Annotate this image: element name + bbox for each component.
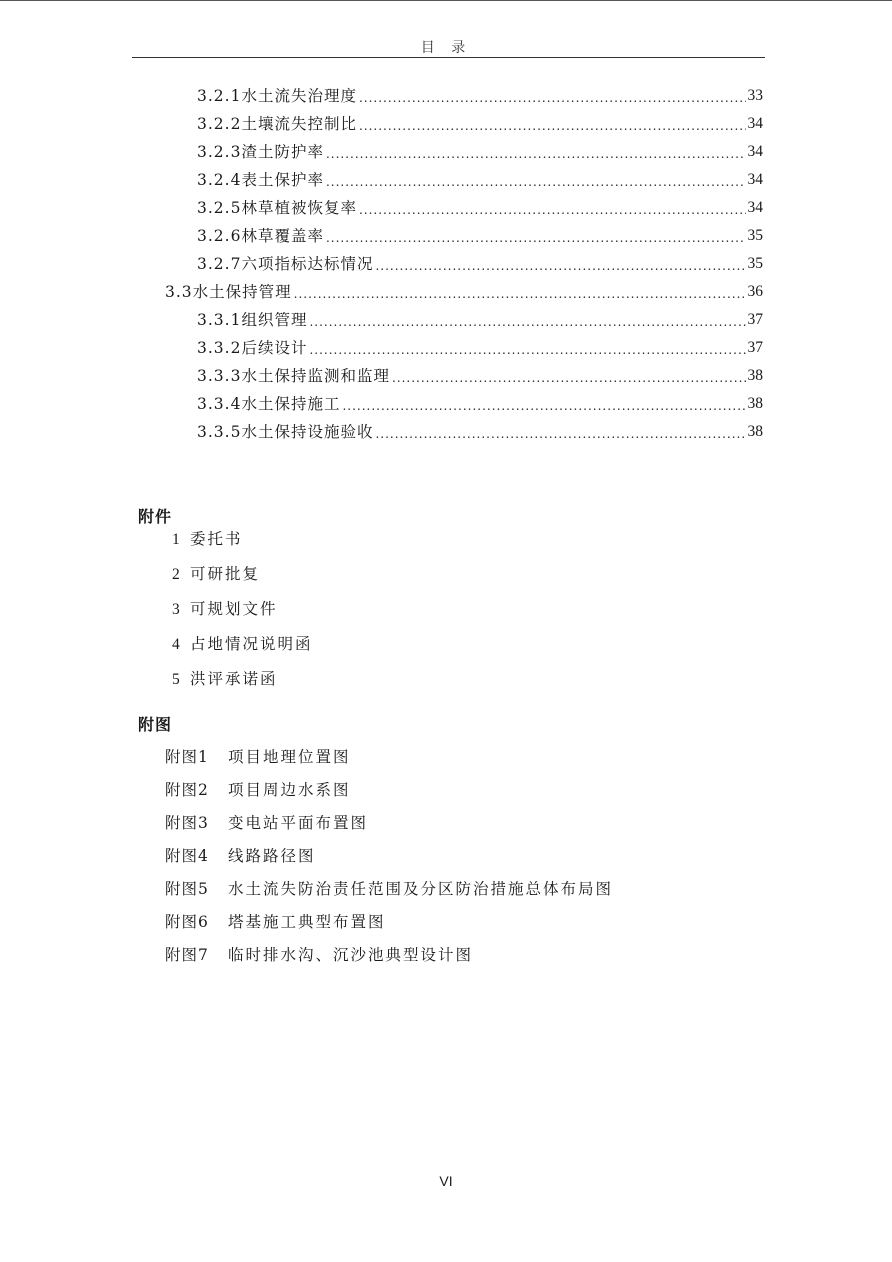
attachment-title: 可规划文件 <box>190 600 278 618</box>
toc-dot-leader <box>375 254 745 278</box>
toc-entry-page: 35 <box>747 227 763 244</box>
toc-entry-label: 3.3.5水土保持设施验收 <box>197 423 374 441</box>
attachment-title: 委托书 <box>190 530 243 548</box>
toc-dot-leader <box>326 170 746 194</box>
toc-entry[interactable] <box>197 110 763 138</box>
toc-entry[interactable] <box>165 278 763 306</box>
toc-entry-label: 3.2.1水土流失治理度 <box>197 87 357 105</box>
figure-title: 项目地理位置图 <box>228 748 351 766</box>
toc-entry[interactable] <box>197 138 763 166</box>
toc-entry-label: 3.3.4水土保持施工 <box>197 395 341 413</box>
toc-dot-leader <box>326 226 746 250</box>
figure-title: 线路路径图 <box>228 847 316 865</box>
page-number: VI <box>439 1173 453 1189</box>
attachment-item <box>172 562 260 584</box>
toc-entry-page: 36 <box>747 283 763 300</box>
figure-code: 附图6 <box>165 913 209 931</box>
toc-entry[interactable] <box>197 390 763 418</box>
figure-code: 附图5 <box>165 880 209 898</box>
page-top-border <box>0 0 892 1</box>
attachment-title: 占地情况说明函 <box>190 635 313 653</box>
attachment-title: 可研批复 <box>190 565 261 583</box>
figure-code: 附图1 <box>165 748 209 766</box>
toc-entry[interactable] <box>197 222 763 250</box>
toc-entry-label: 3.3.2后续设计 <box>197 339 308 357</box>
toc-entry-label: 3.3水土保持管理 <box>165 283 292 301</box>
toc-entry-page: 34 <box>747 143 763 160</box>
toc-entry[interactable] <box>197 194 763 222</box>
attachment-number: 3 <box>172 601 182 618</box>
toc-entry-page: 38 <box>747 367 763 384</box>
figure-item <box>165 910 386 932</box>
figure-title: 变电站平面布置图 <box>228 814 369 832</box>
figure-item <box>165 811 368 833</box>
toc-entry-page: 34 <box>747 199 763 216</box>
toc-entry-page: 34 <box>747 171 763 188</box>
figure-item <box>165 943 473 965</box>
toc-dot-leader <box>375 422 745 446</box>
figure-code: 附图3 <box>165 814 209 832</box>
attachment-number: 2 <box>172 566 182 583</box>
toc-entry-page: 37 <box>747 339 763 356</box>
figure-item <box>165 745 351 767</box>
toc-entry-label: 3.2.5林草植被恢复率 <box>197 199 357 217</box>
figure-code: 附图2 <box>165 781 209 799</box>
toc-entry-label: 3.2.7六项指标达标情况 <box>197 255 374 273</box>
header-rule <box>132 57 765 58</box>
figure-item <box>165 877 613 899</box>
toc-dot-leader <box>294 282 746 306</box>
running-header-title: 目 录 <box>420 40 472 56</box>
toc-entry[interactable] <box>197 82 763 110</box>
toc-entry-label: 3.2.6林草覆盖率 <box>197 227 324 245</box>
figure-title: 塔基施工典型布置图 <box>228 913 386 931</box>
toc-dot-leader <box>392 366 746 390</box>
toc-entry[interactable] <box>197 362 763 390</box>
toc-entry-label: 3.2.2土壤流失控制比 <box>197 115 357 133</box>
attachment-item <box>172 527 243 549</box>
figures-heading: 附图 <box>138 715 173 734</box>
toc-entry[interactable] <box>197 334 763 362</box>
toc-dot-leader <box>359 86 746 110</box>
toc-entry-label: 3.3.3水土保持监测和监理 <box>197 367 390 385</box>
attachment-title: 洪评承诺函 <box>190 670 278 688</box>
figure-title: 项目周边水系图 <box>228 781 351 799</box>
toc-entry-page: 38 <box>747 423 763 440</box>
toc-entry-page: 35 <box>747 255 763 272</box>
figure-title: 水土流失防治责任范围及分区防治措施总体布局图 <box>228 880 614 898</box>
attachments-heading: 附件 <box>138 507 173 526</box>
attachment-number: 1 <box>172 531 182 548</box>
toc-entry-page: 38 <box>747 395 763 412</box>
toc-entry-page: 37 <box>747 311 763 328</box>
toc-entry-label: 3.2.3渣土防护率 <box>197 143 324 161</box>
toc-dot-leader <box>342 394 745 418</box>
toc-dot-leader <box>326 142 746 166</box>
toc-entry[interactable] <box>197 166 763 194</box>
toc-entry[interactable] <box>197 306 763 334</box>
toc-entry-page: 33 <box>747 87 763 104</box>
attachment-item <box>172 597 278 619</box>
toc-entry-label: 3.3.1组织管理 <box>197 311 308 329</box>
attachment-item <box>172 632 313 654</box>
toc-dot-leader <box>309 338 745 362</box>
toc-entry-page: 34 <box>747 115 763 132</box>
toc-entry[interactable] <box>197 250 763 278</box>
attachment-item <box>172 667 278 689</box>
toc-dot-leader <box>359 114 746 138</box>
toc-dot-leader <box>309 310 745 334</box>
figure-item <box>165 778 351 800</box>
toc-entry[interactable] <box>197 418 763 446</box>
figure-code: 附图7 <box>165 946 209 964</box>
toc-dot-leader <box>359 198 746 222</box>
figure-item <box>165 844 316 866</box>
figure-code: 附图4 <box>165 847 209 865</box>
attachment-number: 5 <box>172 671 182 688</box>
toc-entry-label: 3.2.4表土保护率 <box>197 171 324 189</box>
attachment-number: 4 <box>172 636 182 653</box>
figure-title: 临时排水沟、沉沙池典型设计图 <box>228 946 474 964</box>
